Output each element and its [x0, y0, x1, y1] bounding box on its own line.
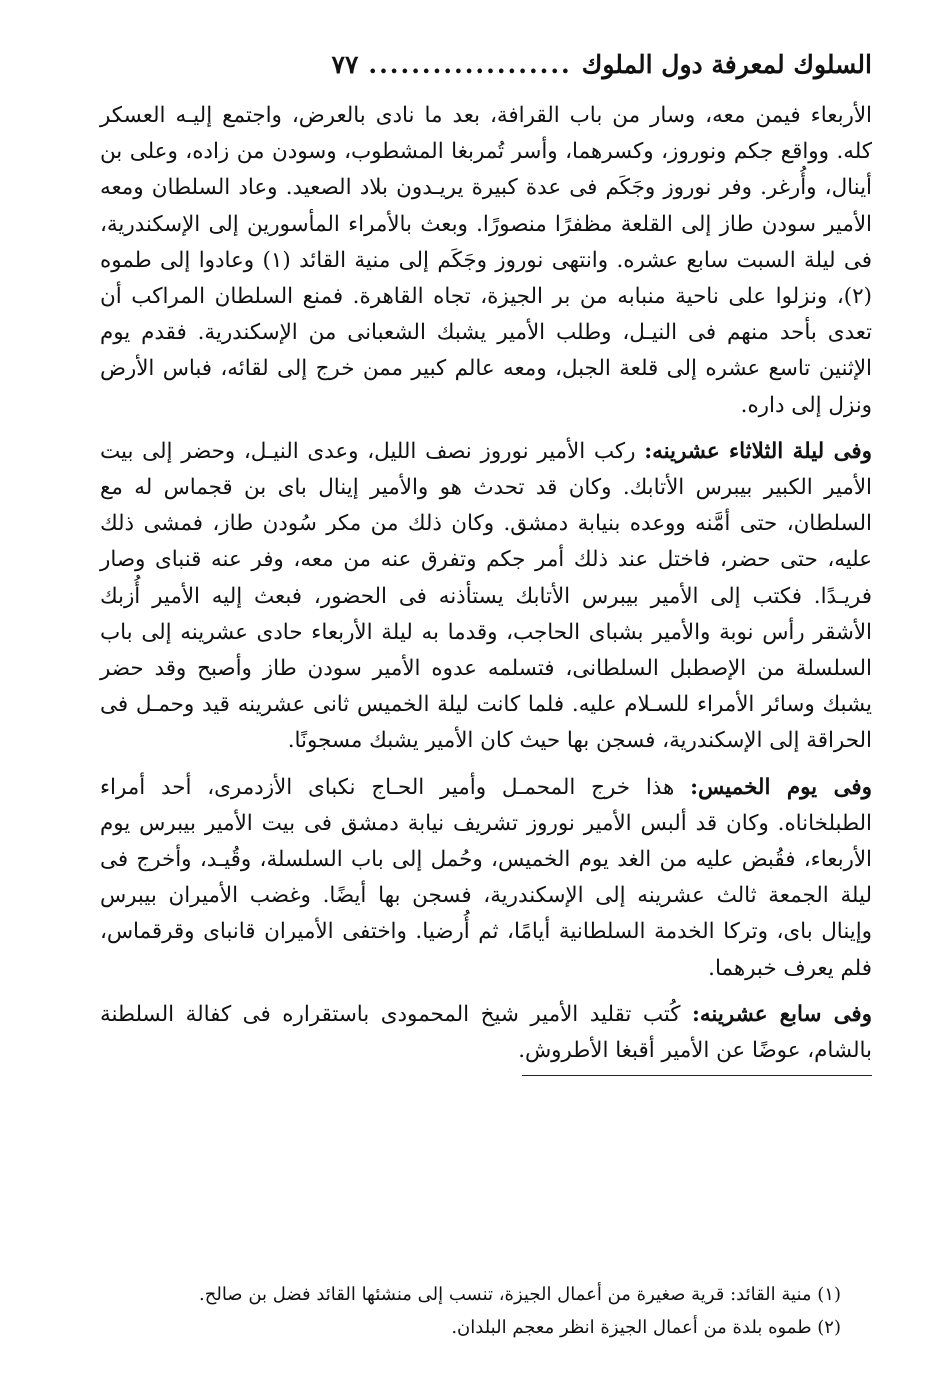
page-number: ٧٧	[331, 50, 359, 79]
paragraph	[100, 98, 872, 424]
paragraph-lead: وفى سابع عشرينه:	[692, 1001, 872, 1027]
paragraph-text: ركب الأمير نوروز نصف الليل، وعدى النيـل، وحضر إلى بيت الأمير الكبير بيبرس الأتابك. وكان قد تحدث هو والأمير إينال باى بن قجماس له مع السلطان، حتى أمَّنه ووعده بنيابة دمشق. وكان ذلك من مكر سُودن طاز، فمشى ذلك عليه، حتى حضر، فاختل عند ذلك أمر جكم وتفرق عنه من معه، وفر عنه قنباى وصار فريـدًا. فكتب إلى الأمير بيبرس الأتابك يستأذنه فى الحضور، فبعث إليه الأمير أُزبك الأشقر رأس نوبة والأمير بشباى الحاجب، وقدما به ليلة الأربعاء حادى عشرينه إلى باب السلسلة من الإصطبل السلطانى، فتسلمه عدوه الأمير سودن طاز وأصبح وقد حضر يشبك وسائر الأمراء للسـلام عليه. فلما كانت ليلة الخميس ثانى عشرينه قيد وحمـل فى الحراقة إلى الإسكندرية، فسجن بها حيث كان الأمير يشبك مسجونًا.	[100, 438, 872, 754]
footnote-2: (٢) طموه بلدة من أعمال الجيزة انظر معجم البلدان.	[451, 1317, 841, 1338]
paragraph	[100, 770, 872, 987]
header-leader-dots: ...................	[368, 50, 572, 79]
page-body	[100, 50, 872, 1076]
paragraph	[100, 997, 872, 1069]
paragraph-text: الأربعاء فيمن معه، وسار من باب القرافة، بعد ما نادى بالعرض، واجتمع إليـه العسكر كله. وواقع جكم ونوروز، وكسرهما، وأسر تُمربغا المشطوب، وسودن من زاده، وعلى بن أينال، وأُرغر. وفر نوروز وجَكَم فى عدة كبيرة يريـدون بلاد الصعيد. وعاد السلطان ومعه الأمير سودن طاز إلى القلعة مظفرًا منصورًا. وبعث بالأمراء المأسورين إلى الإسكندرية، فى ليلة السبت سابع عشره. وانتهى نوروز وجَكَم إلى منية القائد (١) وعادوا إلى طموه (٢)، ونزلوا على ناحية منبابه من بر الجيزة، تجاه القاهرة. فمنع السلطان المراكب أن تعدى بأحد منهم فى النيـل، وطلب الأمير يشبك الشعبانى من الإسكندرية. فقدم يوم الإثنين تاسع عشره إلى قلعة الجبل، ومعه عالم كبير ممن خرج إلى لقائه، فباس الأرض ونزل إلى داره.	[100, 103, 872, 418]
running-header	[100, 50, 872, 98]
paragraph	[100, 434, 872, 760]
footnotes	[121, 1278, 841, 1344]
footnote-separator	[522, 1075, 872, 1076]
paragraph-lead: وفى ليلة الثلاثاء عشرينه:	[644, 438, 872, 464]
footnote-1: (١) منية القائد: قرية صغيرة من أعمال الجيزة، تنسب إلى منشئها القائد فضل بن صالح.	[199, 1284, 841, 1305]
paragraph-text: كُتب تقليد الأمير شيخ المحمودى باستقراره فى كفالة السلطنة بالشام، عوضًا عن الأمير أقبغا الأطروش.	[100, 1001, 872, 1064]
paragraph-text: هذا خرج المحمـل وأمير الحـاج نكباى الأزدمرى، أحد أمراء الطبلخاناه. وكان قد ألبس الأمير نوروز تشريف نيابة دمشق فى بيت الأمير بيبرس يوم الأربعاء، فقُبض عليه من الغد يوم الخميس، وحُمل إلى باب السلسلة، وقُيـد، وأخرج فى ليلة الجمعة ثالث عشرينه إلى الإسكندرية، فسجن بها أيضًا. وغضب الأميران بيبرس وإينال باى، وتركا الخدمة السلطانية أيامًا، ثم أُرضيا. واختفى الأميران قانباى وقرقماس، فلم يعرف خبرهما.	[100, 774, 872, 981]
book-title: السلوك لمعرفة دول الملوك	[581, 50, 872, 79]
paragraph-lead: وفى يوم الخميس:	[690, 774, 872, 800]
